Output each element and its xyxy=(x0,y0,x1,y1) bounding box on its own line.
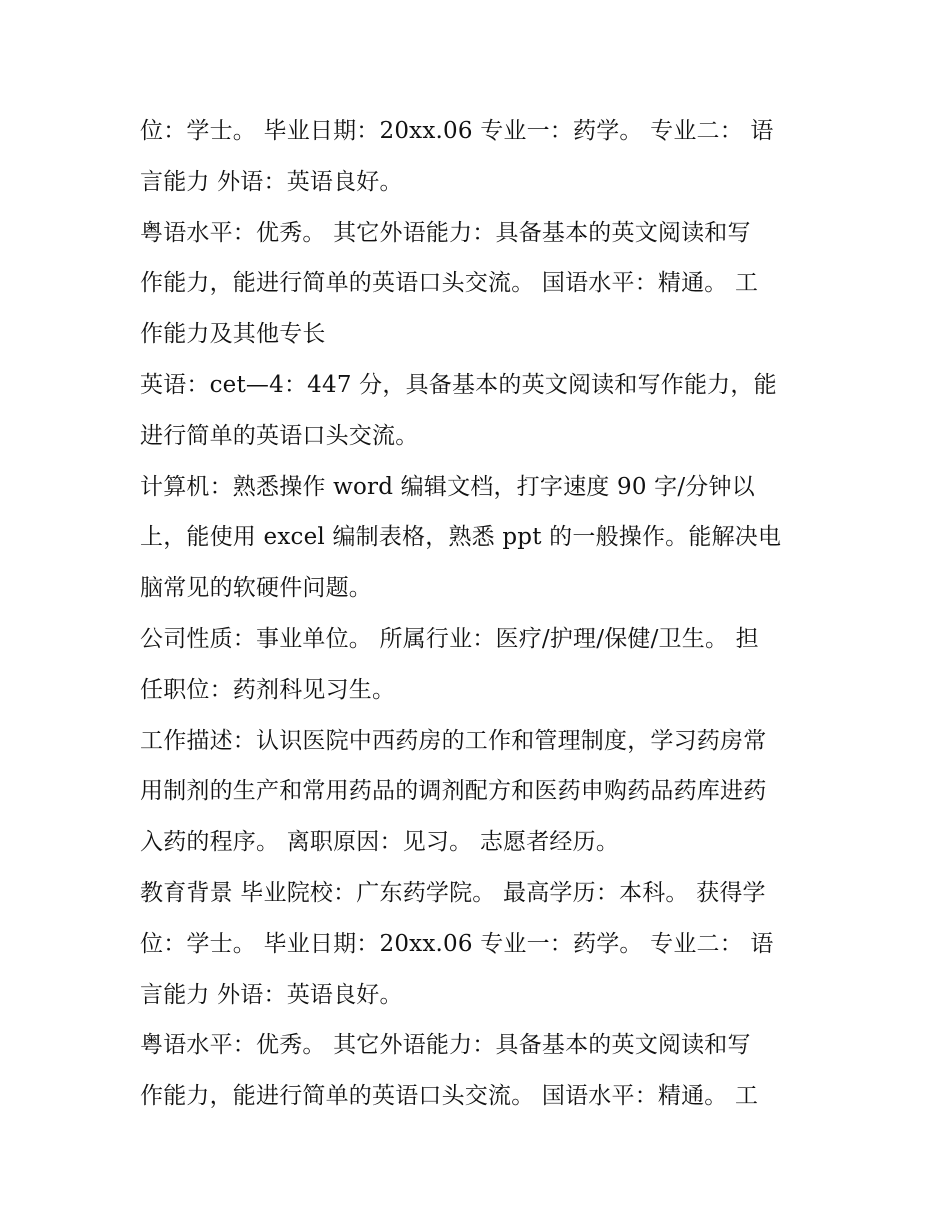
text-line: 言能力 外语：英语良好。 xyxy=(140,168,403,195)
text-line: 言能力 外语：英语良好。 xyxy=(140,981,403,1008)
text-line: 用制剂的生产和常用药品的调剂配方和医药申购药品药库进药 xyxy=(140,778,767,805)
text-line: 粤语水平：优秀。 其它外语能力：具备基本的英文阅读和写 xyxy=(140,1032,751,1059)
text-line: 工作描述：认识医院中西药房的工作和管理制度，学习药房常 xyxy=(140,727,767,754)
text-line: 任职位：药剂科见习生。 xyxy=(140,676,396,703)
text-line: 位：学士。 毕业日期：20xx.06 专业一：药学。 专业二： 语 xyxy=(140,930,774,957)
text-line: 进行简单的英语口头交流。 xyxy=(140,422,419,449)
text-line: 作能力及其他专长 xyxy=(140,321,326,348)
text-line: 粤语水平：优秀。 其它外语能力：具备基本的英文阅读和写 xyxy=(140,219,751,246)
text-line: 作能力，能进行简单的英语口头交流。 国语水平：精通。 工 xyxy=(140,1083,759,1110)
text-line: 位：学士。 毕业日期：20xx.06 专业一：药学。 专业二： 语 xyxy=(140,118,774,144)
text-line: 作能力，能进行简单的英语口头交流。 国语水平：精通。 工 xyxy=(140,270,759,297)
text-line: 上，能使用 excel 编制表格，熟悉 ppt 的一般操作。能解决电 xyxy=(140,524,782,551)
text-line: 入药的程序。 离职原因：见习。 志愿者经历。 xyxy=(140,829,620,856)
text-line: 计算机：熟悉操作 word 编辑文档，打字速度 90 字/分钟以 xyxy=(140,473,755,500)
text-line: 公司性质：事业单位。 所属行业：医疗/护理/保健/卫生。 担 xyxy=(140,625,759,652)
document-body xyxy=(140,106,820,1122)
text-line: 英语：cet—4：447 分，具备基本的英文阅读和写作能力，能 xyxy=(140,371,777,398)
text-line: 脑常见的软硬件问题。 xyxy=(140,575,372,602)
text-line: 教育背景 毕业院校：广东药学院。 最高学历：本科。 获得学 xyxy=(140,879,766,906)
